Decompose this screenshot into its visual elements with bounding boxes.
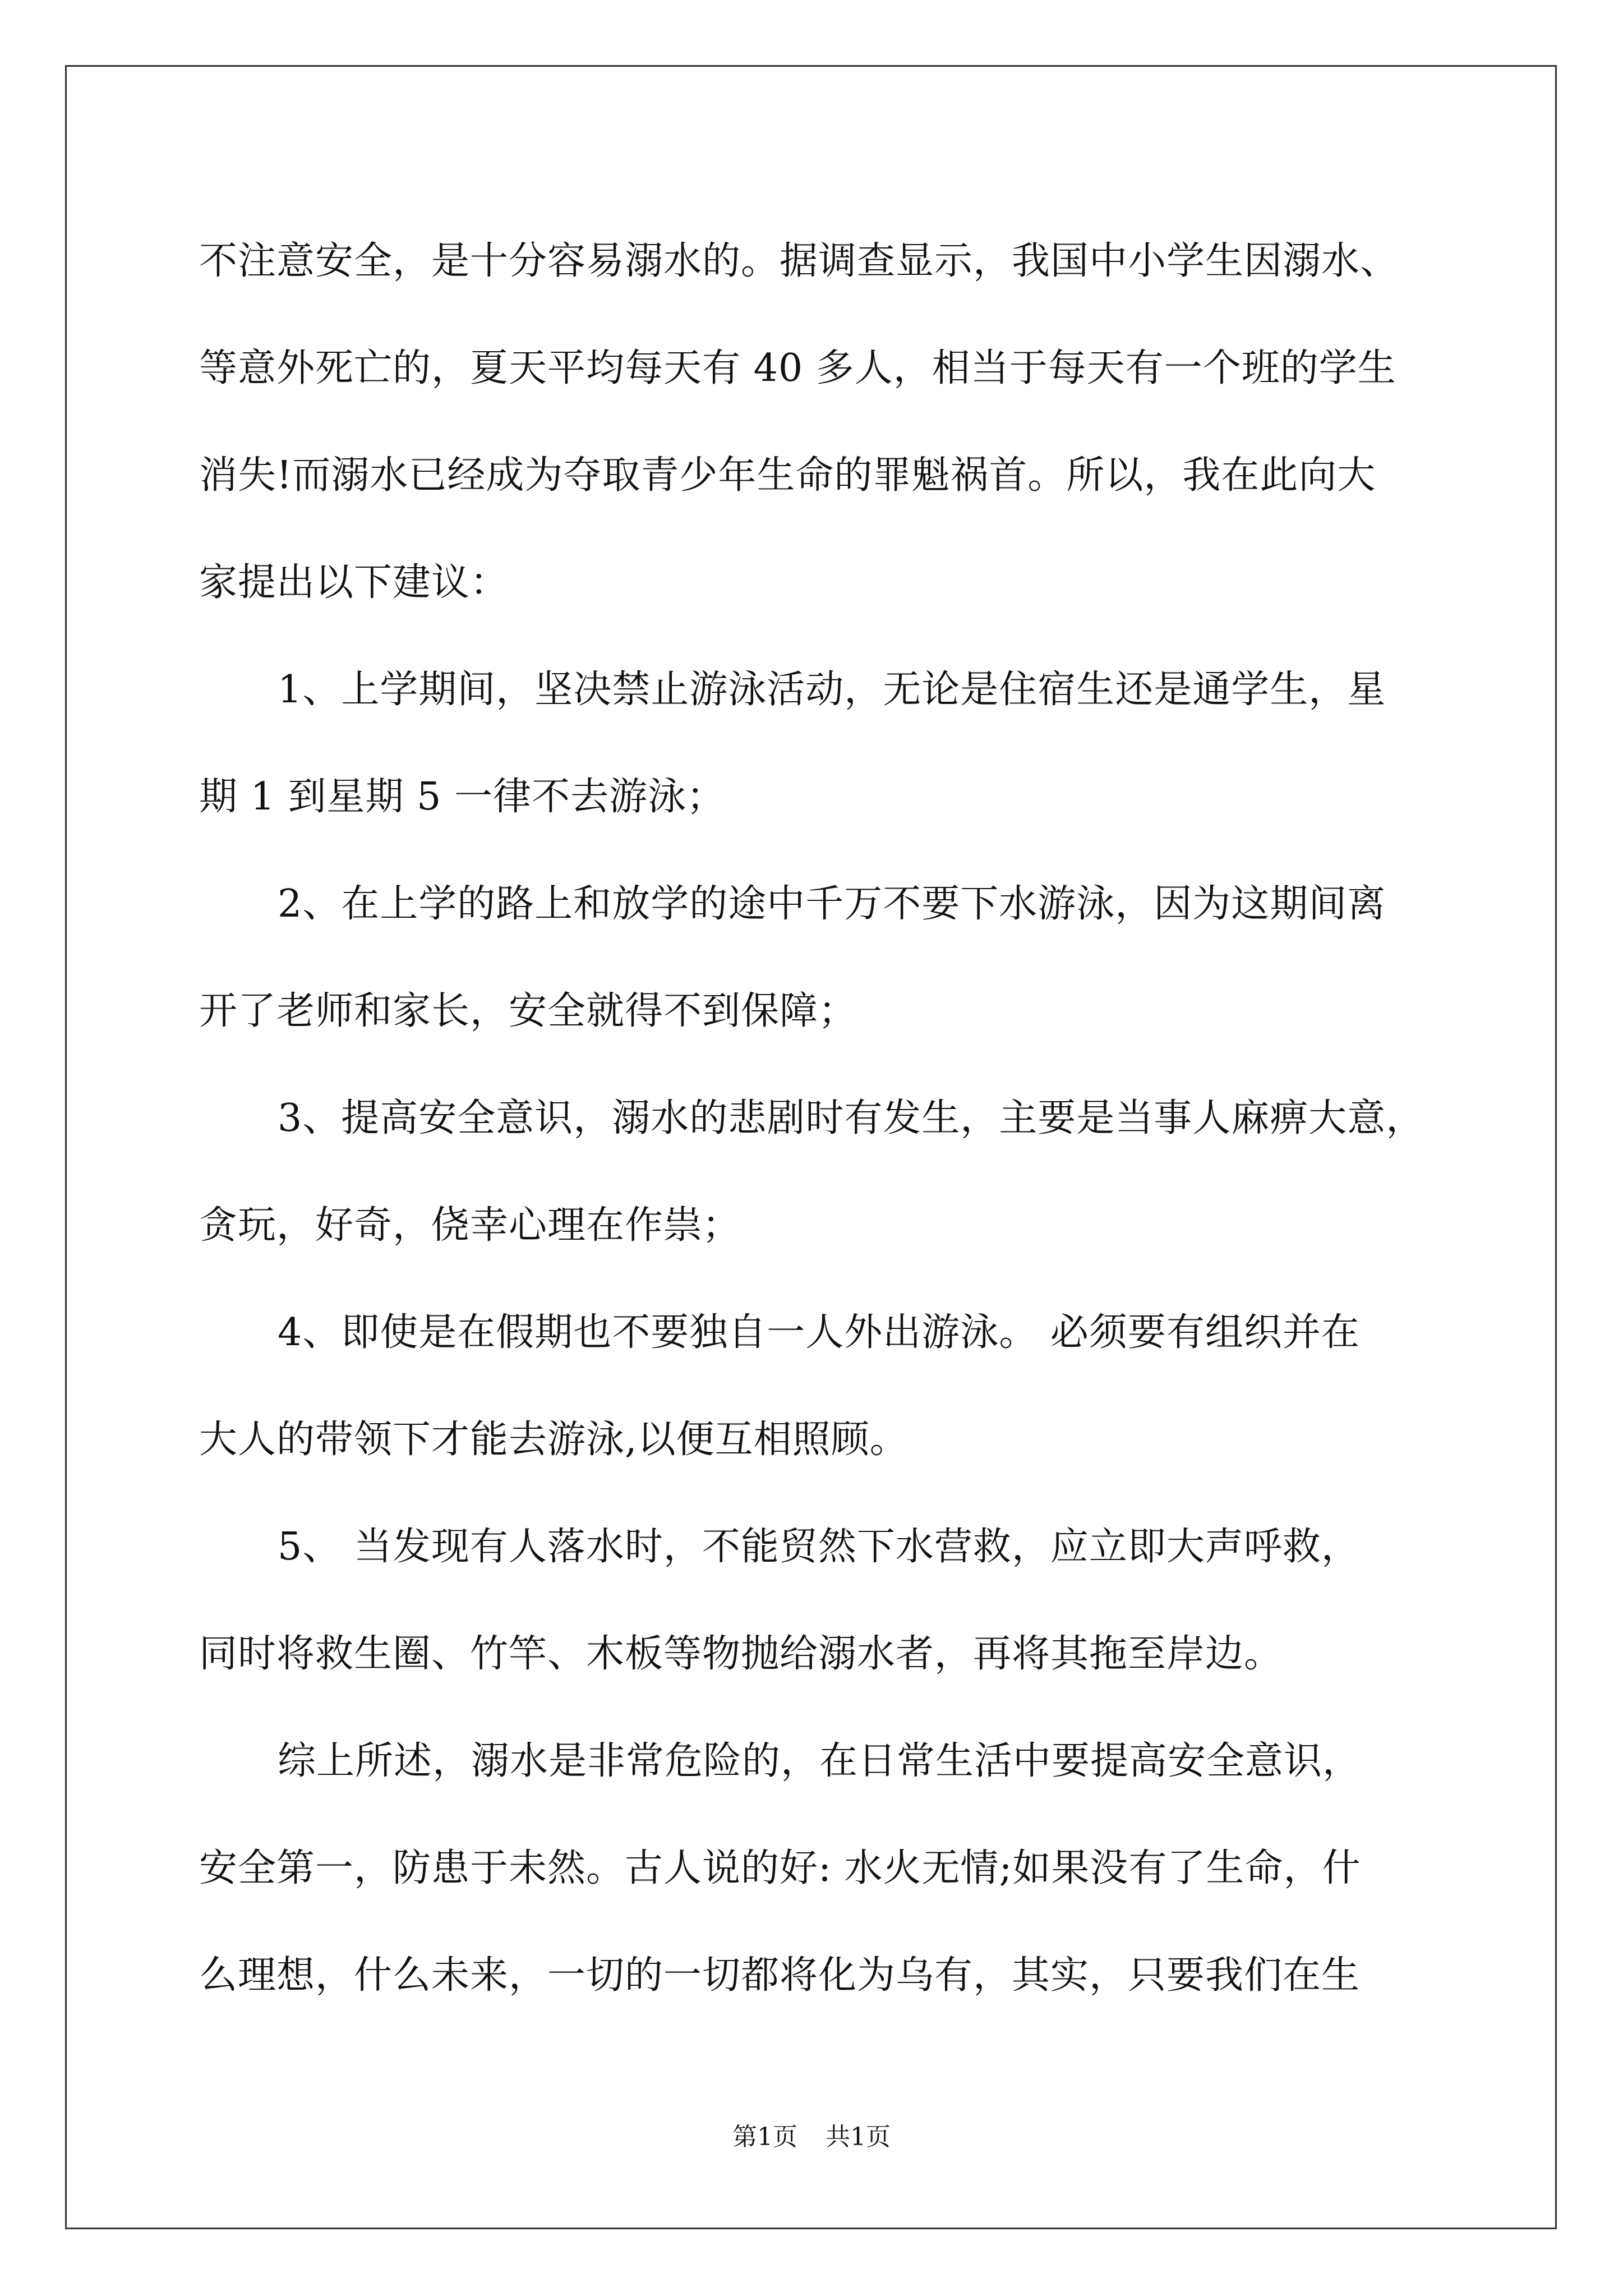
- text-line: 3、提高安全意识，溺水的悲剧时有发生，主要是当事人麻痹大意，: [278, 1096, 1425, 1140]
- page-number-current: 第1页: [732, 2123, 797, 2151]
- text-line: 贪玩，好奇，侥幸心理在作祟；: [199, 1203, 741, 1248]
- page-footer: [0, 2120, 1623, 2154]
- text-line: 安全第一，防患于未然。古人说的好: 水火无情;如果没有了生命，什: [199, 1846, 1361, 1890]
- document-body: [199, 208, 1436, 2029]
- text-line: 大人的带领下才能去游泳,以便互相照顾。: [199, 1418, 909, 1462]
- text-line: 等意外死亡的，夏天平均每天有 40 多人，相当于每天有一个班的学生: [199, 346, 1396, 390]
- text-line: 同时将救生圈、竹竿、木板等物抛给溺水者，再将其拖至岸边。: [199, 1632, 1283, 1676]
- page-number-total: 共1页: [826, 2123, 891, 2151]
- text-line: 消失!而溺水已经成为夺取青少年生命的罪魁祸首。所以，我在此向大: [199, 453, 1376, 498]
- text-line: 家提出以下建议：: [199, 560, 509, 605]
- text-line: 开了老师和家长，安全就得不到保障；: [199, 989, 857, 1033]
- text-line: 不注意安全，是十分容易溺水的。据调查显示，我国中小学生因溺水、: [199, 239, 1399, 283]
- text-line: 5、 当发现有人落水时，不能贸然下水营救，应立即大声呼救，: [278, 1525, 1360, 1569]
- text-line: 2、在上学的路上和放学的途中千万不要下水游泳，因为这期间离: [278, 882, 1386, 926]
- text-line: 期 1 到星期 5 一律不去游泳；: [199, 775, 725, 819]
- text-line: 1、上学期间，坚决禁止游泳活动，无论是住宿生还是通学生，星: [278, 668, 1386, 712]
- text-line: 么理想，什么未来，一切的一切都将化为乌有，其实，只要我们在生: [199, 1953, 1361, 1998]
- text-line: 综上所述，溺水是非常危险的，在日常生活中要提高安全意识，: [278, 1739, 1362, 1783]
- text-line: 4、即使是在假期也不要独自一人外出游泳。 必须要有组织并在: [278, 1310, 1360, 1355]
